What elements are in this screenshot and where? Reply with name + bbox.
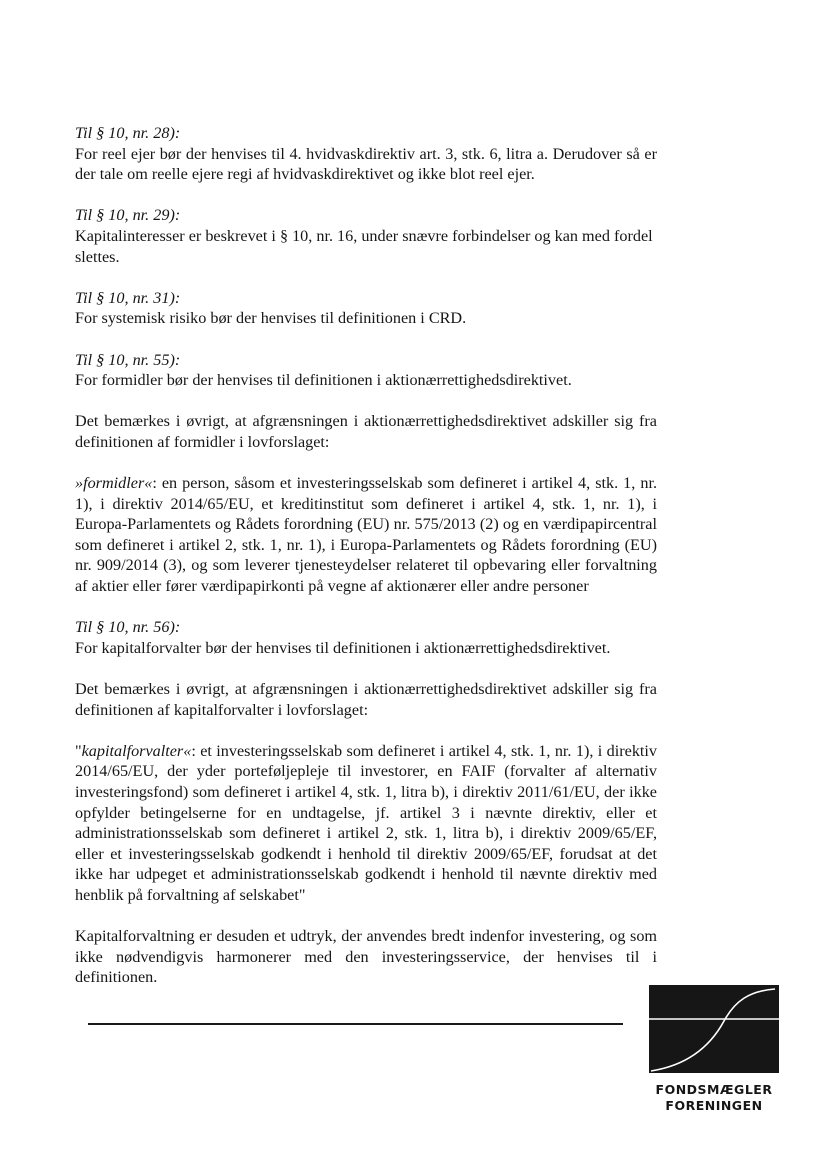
definition-paragraph: [75, 473, 657, 597]
section-heading: Til § 10, nr. 31):: [75, 288, 181, 307]
section-10-55: [75, 350, 657, 391]
remark-formidler: [75, 411, 657, 452]
definition-text: : en person, såsom et investeringsselskab som defineret i artikel 4, stk. 1, nr. 1), i direktiv 2014/65/EU, et kreditinstitut som defineret i artikel 4, stk. 1, nr. 1), i Europa-Parlamentets og Rådets forordning (EU) nr. 575/2013 (2) og en værdipapircentral som defineret i artikel 2, stk. 1, nr. 1), i Europa-Parlamentets og Rådets forordning (EU) nr. 909/2014 (3), og som leverer tjenesteydelser relateret til opbevaring eller forvaltning af aktier eller fører værdipapirkonti på vegne af aktionærer eller andre personer: [75, 474, 657, 596]
section-heading: Til § 10, nr. 55):: [75, 350, 181, 369]
section-10-29: [75, 205, 657, 267]
section-body: For systemisk risiko bør der henvises til definitionen i CRD.: [75, 309, 467, 328]
definition-term: kapitalforvalter: [81, 741, 184, 760]
definition-kapitalforvalter: [75, 741, 657, 906]
section-10-56: [75, 617, 657, 658]
logo-wordmark: [640, 1082, 788, 1114]
remark-paragraph: Det bemærkes i øvrigt, at afgrænsningen i aktionærrettighedsdirektivet adskiller sig fra definitionen af formidler i lovforslaget:: [75, 412, 657, 451]
definition-paragraph: [75, 741, 657, 906]
remark-kapitalforvalter: [75, 679, 657, 720]
remark-paragraph: Det bemærkes i øvrigt, at afgrænsningen i aktionærrettighedsdirektivet adskiller sig fra definitionen af kapitalforvalter i lovforslaget:: [75, 680, 657, 719]
closing-paragraph: [75, 926, 657, 988]
section-body: For formidler bør der henvises til definitionen i aktionærrettighedsdirektivet.: [75, 371, 572, 390]
section-heading: Til § 10, nr. 28):: [75, 124, 181, 142]
definition-term: formidler: [83, 474, 145, 493]
section-body: For kapitalforvalter bør der henvises til definitionen i aktionærrettighedsdirektivet.: [75, 638, 611, 657]
fondsmaegler-logo-icon: [649, 985, 779, 1073]
section-body: Kapitalinteresser er beskrevet i § 10, nr. 16, under snævre forbindelser og kan med fordel slettes.: [75, 226, 653, 266]
logo-line-1: FONDSMÆGLER: [655, 1082, 773, 1097]
section-heading: Til § 10, nr. 29):: [75, 206, 181, 225]
footer-divider: [88, 1023, 623, 1025]
definition-text: : et investeringsselskab som defineret i artikel 4, stk. 1, nr. 1), i direktiv 2014/65/EU, der yder porteføljepleje til investorer, en FAIF (forvalter af alternativ investeringsfond) som defineret i artikel 4, stk. 1, litra b), i direktiv 2011/61/EU, der ikke opfylder betingelserne for en undtagelse, jf. artikel 3 i nævnte direktiv, eller et administrationsselskab som defineret i artikel 2, stk. 1, litra b), i direktiv 2009/65/EF, eller et investeringsselskab godkendt i henhold til direktiv 2009/65/EF, forudsat at det ikke har udpeget et administrationsselskab godkendt i henhold til nævnte direktiv med henblik på forvaltning af selskabet": [75, 741, 657, 904]
definition-open-quote: »: [75, 474, 84, 493]
definition-close-quote: «: [183, 741, 192, 760]
closing-text: Kapitalforvaltning er desuden et udtryk, der anvendes bredt indenfor investering, og som ikke nødvendigvis harmonerer med den investeringsservice, der henvises til i definitionen.: [75, 927, 657, 987]
section-10-31: [75, 288, 657, 329]
section-body: For reel ejer bør der henvises til 4. hvidvaskdirektiv art. 3, stk. 6, litra a. Derudover så er der tale om reelle ejere regi af hvidvaskdirektivet og ikke blot reel ejer.: [75, 144, 657, 184]
section-10-28: [75, 123, 657, 185]
definition-open-quote: ": [75, 741, 82, 760]
document-body: [75, 123, 657, 1009]
definition-formidler: [75, 473, 657, 597]
definition-close-quote: «: [144, 474, 153, 493]
logo-line-2: FORENINGEN: [665, 1098, 763, 1113]
section-heading: Til § 10, nr. 56):: [75, 618, 181, 637]
